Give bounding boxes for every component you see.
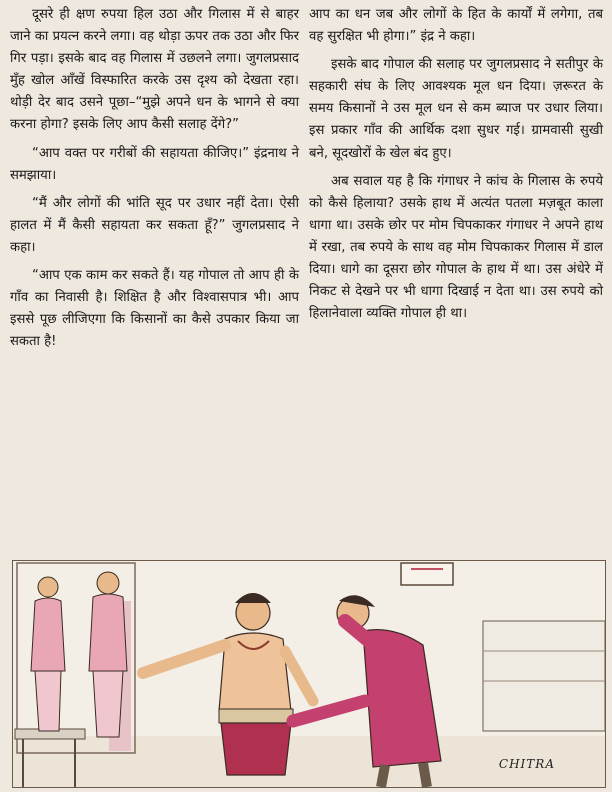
- wall-picture: [401, 563, 453, 585]
- text-column-left: [10, 4, 299, 359]
- paragraph: आप का धन जब और लोगों के हित के कार्यों में लगेगा, तब वह सुरक्षित भी होगा।” इंद्र ने कहा।: [309, 7, 603, 45]
- paragraph: “आप एक काम कर सकते हैं। यह गोपाल तो आप ही के गाँव का निवासी है। शिक्षित है और विश्वासपात्र भी। आप इससे पूछ लीजिएगा कि किसानों का कैसे उपकार किया जा सकता है!: [10, 268, 299, 350]
- illustration-drawing: [13, 561, 605, 787]
- story-illustration: [12, 560, 606, 788]
- paragraph: दूसरे ही क्षण रुपया हिल उठा और गिलास में से बाहर जाने का प्रयत्न करने लगा। वह थोड़ा ऊपर तक उठा और फिर गिर पड़ा। इसके बाद वह गिलास में उछलने लगा। जुगलप्रसाद मुँह खोल आँखें विस्फारित करके उस दृश्य को देखता रहा। थोड़ी देर बाद उसने पूछा–“मुझे अपने धन के भागने से क्या करना होगा? इसके लिए आप कैसी सलाह देंगे?”: [10, 7, 299, 133]
- paragraph: “मैं और लोगों की भांति सूद पर उधार नहीं देता। ऐसी हालत में मैं कैसी सहायता कर सकता हूँ?” जुगलप्रसाद ने कहा।: [10, 195, 299, 255]
- artist-signature: CHITRA: [498, 757, 555, 771]
- paragraph: “आप वक्त पर गरीबों की सहायता कीजिए।” इंद्रनाथ ने समझाया।: [10, 145, 299, 183]
- cot: [483, 621, 605, 731]
- paragraph: इसके बाद गोपाल की सलाह पर जुगलप्रसाद ने सतीपुर के सहकारी संघ के लिए आवश्यक मूल धन दिया। ज़रूरत के समय किसानों ने उस मूल धन से कम ब्याज पर उधार लिया। इस प्रकार गाँव की आर्थिक दशा सुधर गई। ग्रामवासी सुखी बने, सूदखोरों के खेल बंद हुए।: [309, 57, 603, 161]
- text-column-right: [309, 4, 603, 331]
- paragraph: अब सवाल यह है कि गंगाधर ने कांच के गिलास के रुपये को कैसे हिलाया? उसके हाथ में अत्यंत पतला मज़बूत काला धागा था। उसके छोर पर मोम चिपकाकर गंगाधर ने अपने हाथ में रखा, तब रुपये के साथ वह मोम चिपकाकर गिलास में डाल दिया। धागे का दूसरा छोर गोपाल के हाथ में था। उस अंधेरे में निकट से देखने पर भी धागा दिखाई न देता था। उस रुपये को हिलानेवाला व्यक्ति गोपाल ही था।: [309, 173, 603, 322]
